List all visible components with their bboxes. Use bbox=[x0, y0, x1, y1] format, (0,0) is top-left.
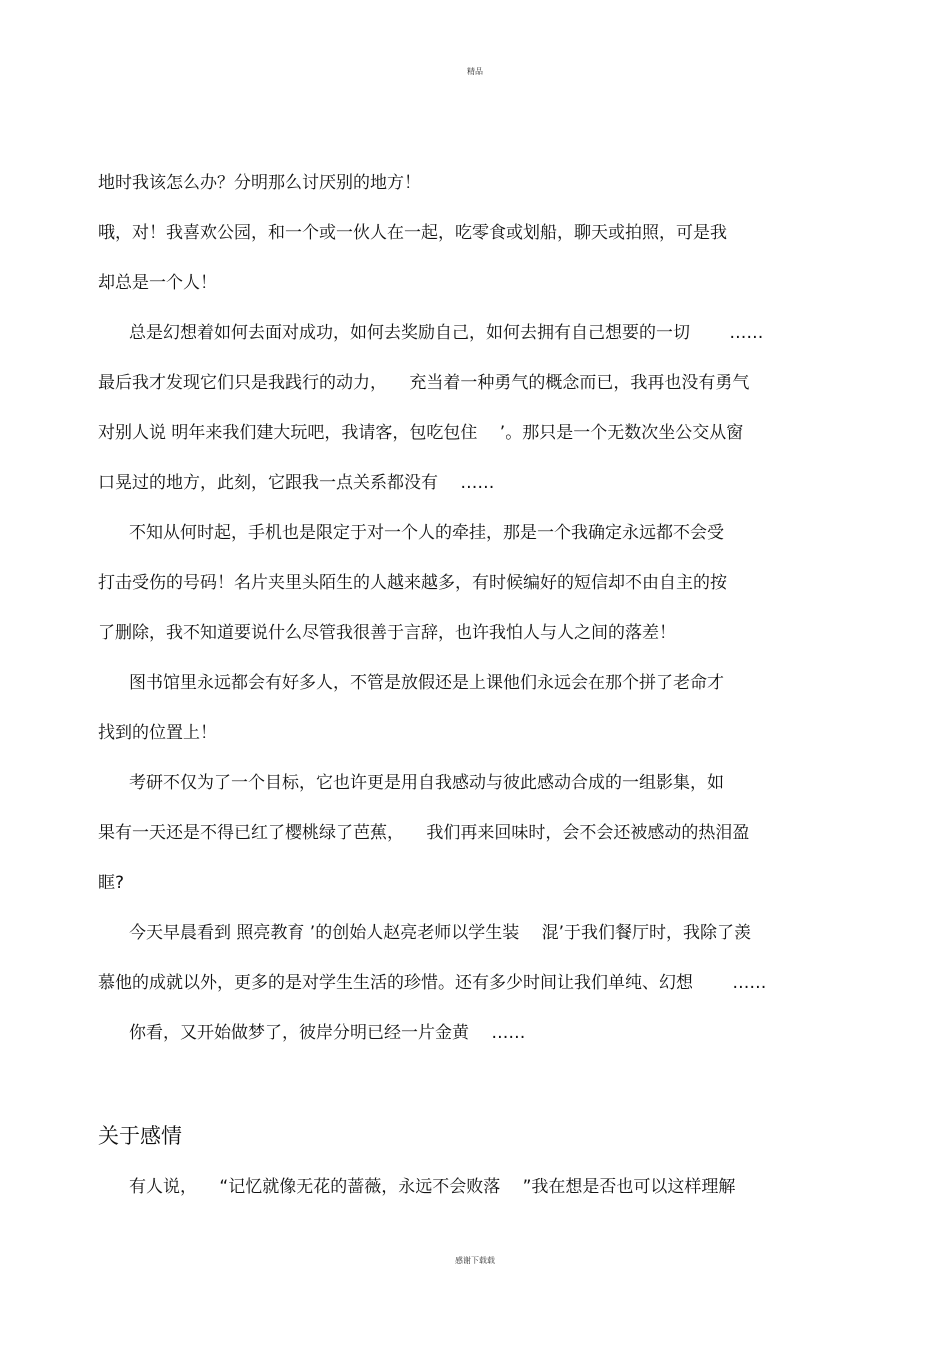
paragraph-line: 最后我才发现它们只是我践行的动力， 充当着一种勇气的概念而已，我再也没有勇气 bbox=[98, 373, 750, 393]
section-first-line: 有人说， “记忆就像无花的蔷薇，永远不会败落 ”我在想是否也可以这样理解 bbox=[129, 1177, 736, 1197]
paragraph-line: 眶? bbox=[98, 873, 125, 893]
paragraph-line: 总是幻想着如何去面对成功，如何去奖励自己，如何去拥有自己想要的一切 …… bbox=[129, 323, 764, 343]
paragraph-line: 对别人说 明年来我们建大玩吧，我请客，包吃包住 ’。那只是一个无数次坐公交从窗 bbox=[98, 423, 744, 443]
paragraph-line: 不知从何时起，手机也是限定于对一个人的牵挂，那是一个我确定永远都不会受 bbox=[129, 523, 724, 543]
paragraph-line: 慕他的成就以外，更多的是对学生生活的珍惜。还有多少时间让我们单纯、幻想 …… bbox=[98, 973, 767, 993]
paragraph-line: 考研不仅为了一个目标，它也许更是用自我感动与彼此感动合成的一组影集，如 bbox=[129, 773, 724, 793]
paragraph-line: 了删除，我不知道要说什么尽管我很善于言辞，也许我怕人与人之间的落差！ bbox=[98, 623, 676, 643]
paragraph-line: 果有一天还是不得已红了樱桃绿了芭蕉， 我们再来回味时，会不会还被感动的热泪盈 bbox=[98, 823, 750, 843]
section-heading: 关于感情 bbox=[98, 1124, 182, 1148]
paragraph-line: 图书馆里永远都会有好多人，不管是放假还是上课他们永远会在那个拼了老命才 bbox=[129, 673, 724, 693]
body-text bbox=[98, 174, 818, 1074]
paragraph-line: 找到的位置上！ bbox=[98, 723, 217, 743]
paragraph-line: 今天早晨看到 照亮教育 ’的创始人赵亮老师以学生装 混’于我们餐厅时，我除了羡 bbox=[129, 923, 752, 943]
paragraph-line: 哦，对！我喜欢公园，和一个或一伙人在一起，吃零食或划船，聊天或拍照，可是我 bbox=[98, 223, 727, 243]
page-footer: 感谢下载载 bbox=[455, 1256, 495, 1265]
paragraph-line: 你看，又开始做梦了，彼岸分明已经一片金黄 …… bbox=[129, 1023, 526, 1043]
paragraph-line: 地时我该怎么办？分明那么讨厌别的地方！ bbox=[98, 173, 421, 193]
page-header: 精品 bbox=[467, 67, 483, 76]
paragraph-line: 却总是一个人！ bbox=[98, 273, 217, 293]
paragraph-line: 打击受伤的号码！名片夹里头陌生的人越来越多，有时候编好的短信却不由自主的按 bbox=[98, 573, 727, 593]
paragraph-line: 口晃过的地方，此刻，它跟我一点关系都没有 …… bbox=[98, 473, 495, 493]
